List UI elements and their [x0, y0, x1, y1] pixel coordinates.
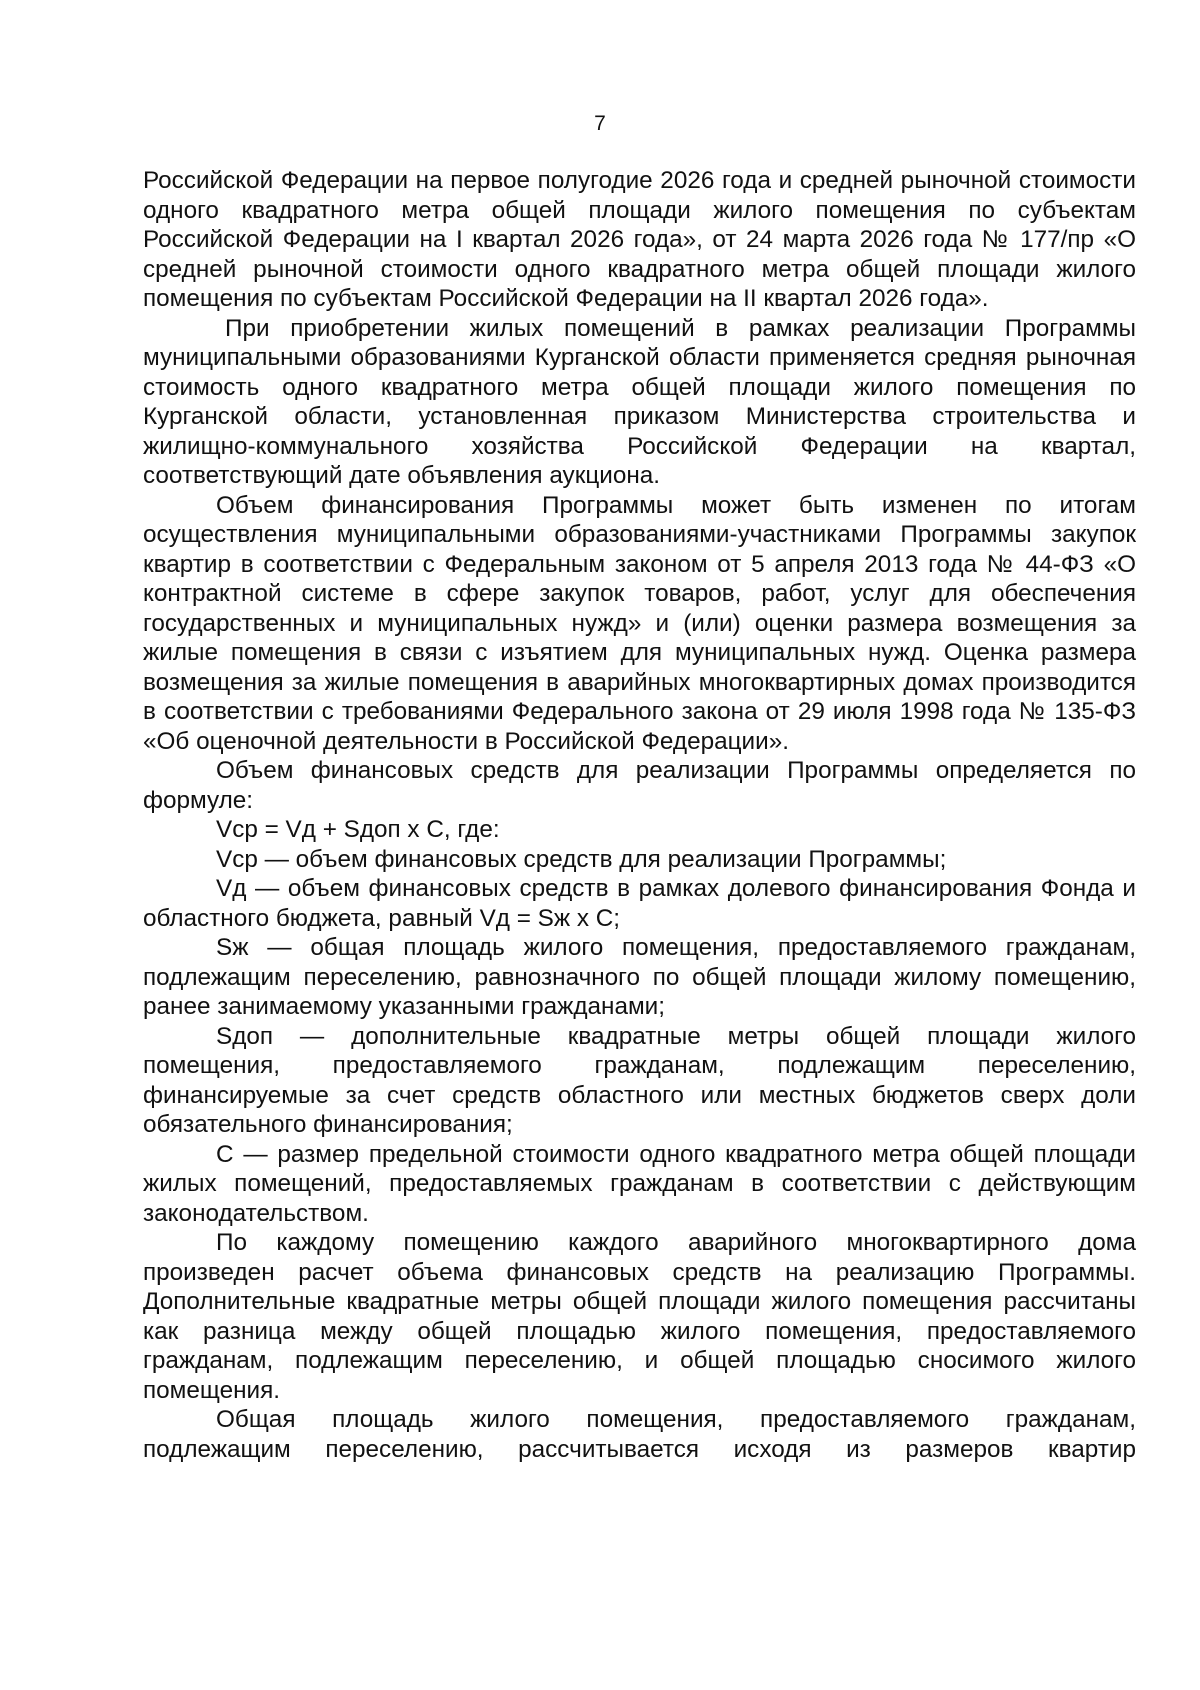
paragraph-total-area: Общая площадь жилого помещения, предоставляемого гражданам, подлежащим переселению, рассчитывается исходя из размеров квартир [143, 1406, 1136, 1463]
paragraph-financing-volume: Объем финансирования Программы может быть изменен по итогам осуществления муниципальными образованиями-участниками Программы закупок квартир в соответствии с Федеральным законом от 5 апреля 2013 года № 44-ФЗ «О контрактной системе в сфере закупок товаров, работ, услуг для обеспечения государственных и муниципальных нужд» и (или) оценки размера возмещения за жилые помещения в связи с изъятием для муниципальных нужд. Оценка размера возмещения за жилые помещения в аварийных многоквартирных домах производится в соответствии с требованиями Федерального закона от 29 июля 1998 года № 135-ФЗ «Об оценочной деятельности в Российской Федерации». [143, 491, 1136, 755]
definition-sdop: Sдоп — дополнительные квадратные метры общей площади жилого помещения, предоставляемого гражданам, подлежащим переселению, финансируемые за счет средств областного или местных бюджетов сверх доли обязательного финансирования; [143, 1022, 1136, 1138]
definition-vcp: Vср — объем финансовых средств для реализации Программы; [216, 845, 947, 873]
definition-c: С — размер предельной стоимости одного квадратного метра общей площади жилых помещений, предоставляемых гражданам в соответствии с действующим законодательством. [143, 1140, 1136, 1227]
document-body [143, 166, 1136, 1464]
paragraph-formula-intro: Объем финансовых средств для реализации Программы определяется по формуле: [143, 757, 1136, 814]
paragraph-continuation: Российской Федерации на первое полугодие 2026 года и средней рыночной стоимости одного квадратного метра общей площади жилого помещения по субъектам Российской Федерации на I квартал 2026 года», от 24 марта 2026 года № 177/пр «О средней рыночной стоимости одного квадратного метра общей площади жилого помещения по субъектам Российской Федерации на II квартал 2026 года». [143, 167, 1136, 312]
paragraph-average-market-cost: При приобретении жилых помещений в рамках реализации Программы муниципальными образованиями Курганской области применяется средняя рыночная стоимость одного квадратного метра общей площади жилого помещения по Курганской области, установленная приказом Министерства строительства и жилищно-коммунального хозяйства Российской Федерации на квартал, соответствующий дате объявления аукциона. [143, 314, 1136, 489]
page-number: 7 [594, 112, 606, 135]
formula-line: Vср = Vд + Sдоп х С, где: [216, 816, 500, 843]
definition-vd: Vд — объем финансовых средств в рамках долевого финансирования Фонда и областного бюджета, равный Vд = Sж х С; [143, 875, 1136, 932]
paragraph-calculation-method: По каждому помещению каждого аварийного многоквартирного дома произведен расчет объема финансовых средств на реализацию Программы. Дополнительные квадратные метры общей площади жилого помещения рассчитаны как разница между общей площадью жилого помещения, предоставляемого гражданам, подлежащим переселению, и общей площадью сносимого жилого помещения. [143, 1229, 1136, 1404]
definition-sz: Sж — общая площадь жилого помещения, предоставляемого гражданам, подлежащим переселению, равнозначного по общей площади жилому помещению, ранее занимаемому указанными гражданами; [143, 934, 1136, 1020]
